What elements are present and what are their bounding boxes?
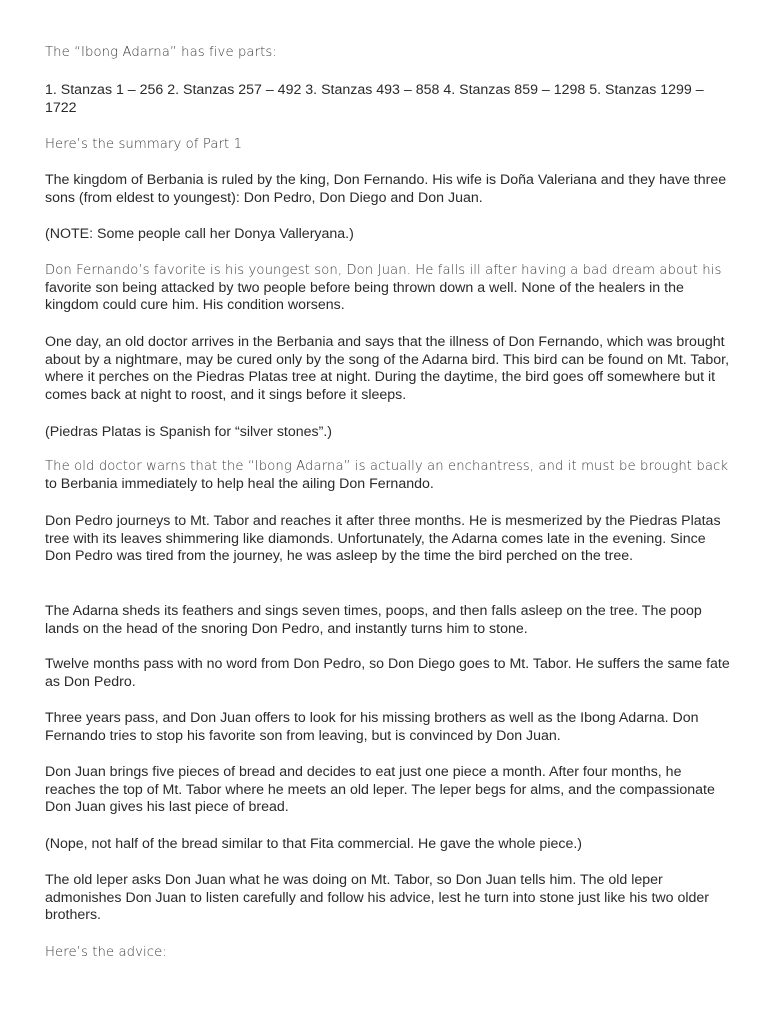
summary-heading: Here’s the summary of Part 1	[45, 137, 243, 152]
paragraph-don-pedro-journey: Don Pedro journeys to Mt. Tabor and reaches it after three months. He is mesmerized by the Piedras Platas tree with its leaves shimmering like diamonds. Unfortunately, the Adarna comes late in the evening. Since Don Pedro was tired from the journey, he was asleep by the time the bird perched on the tree.	[45, 513, 721, 565]
paragraph-kingdom: The kingdom of Berbania is ruled by the king, Don Fernando. His wife is Doña Valeriana and they have three sons (from eldest to youngest): Don Pedro, Don Diego and Don Juan.	[45, 172, 727, 206]
paragraph-piedras-platas: (Piedras Platas is Spanish for “silver stones”.)	[45, 424, 333, 440]
paragraph-fita: (Nope, not half of the bread similar to that Fita commercial. He gave the whole piece.)	[45, 836, 583, 852]
paragraph-old-doctor: One day, an old doctor arrives in the Berbania and says that the illness of Don Fernando, which was brought about by a nightmare, may be cured only by the song of the Adarna bird. This bird can be found on Mt. Tabor, where it perches on the Piedras Platas tree at night. During the daytime, the bird goes off somewhere but it comes back at night to roost, and it sings before it sleeps.	[45, 334, 730, 403]
advice-heading: Here’s the advice:	[45, 945, 167, 960]
paragraph-don-diego: Twelve months pass with no word from Don Pedro, so Don Diego goes to Mt. Tabor. He suffers the same fate as Don Pedro.	[45, 656, 730, 690]
paragraph-enchantress	[45, 458, 735, 493]
paragraph-don-juan-offers: Three years pass, and Don Juan offers to look for his missing brothers as well as the Ibong Adarna. Don Fernando tries to stop his favorite son from leaving, but is convinced by Don Juan.	[45, 710, 699, 744]
paragraph-favorite-son-rest: favorite son being attacked by two people before being thrown down a well. None of the healers in the kingdom could cure him. His condition worsens.	[45, 279, 684, 314]
paragraph-old-leper: The old leper asks Don Juan what he was doing on Mt. Tabor, so Don Juan tells him. The old leper admonishes Don Juan to listen carefully and follow his advice, lest he turn into stone just like his two older brothers.	[45, 872, 710, 924]
paragraph-note: (NOTE: Some people call her Donya Valleryana.)	[45, 226, 354, 242]
paragraph-adarna-sings: The Adarna sheds its feathers and sings seven times, poops, and then falls asleep on the tree. The poop lands on the head of the snoring Don Pedro, and instantly turns him to stone.	[45, 603, 702, 637]
paragraph-favorite-son-line-1: Don Fernando’s favorite is his youngest son, Don Juan. He falls ill after having a bad dream about his	[45, 263, 722, 278]
stanza-list: 1. Stanzas 1 – 256 2. Stanzas 257 – 492 3. Stanzas 493 – 858 4. Stanzas 859 – 1298 5. Stanzas 1299 – 1722	[45, 82, 704, 116]
intro-parts-heading: The “Ibong Adarna” has five parts:	[45, 45, 277, 60]
paragraph-bread: Don Juan brings five pieces of bread and decides to eat just one piece a month. After four months, he reaches the top of Mt. Tabor where he meets an old leper. The leper begs for alms, and the compassionate Don Juan gives his last piece of bread.	[45, 764, 715, 816]
paragraph-favorite-son	[45, 262, 735, 315]
paragraph-enchantress-rest: to Berbania immediately to help heal the ailing Don Fernando.	[45, 475, 434, 492]
paragraph-enchantress-line-1: The old doctor warns that the “Ibong Adarna” is actually an enchantress, and it must be brought back	[45, 459, 729, 474]
